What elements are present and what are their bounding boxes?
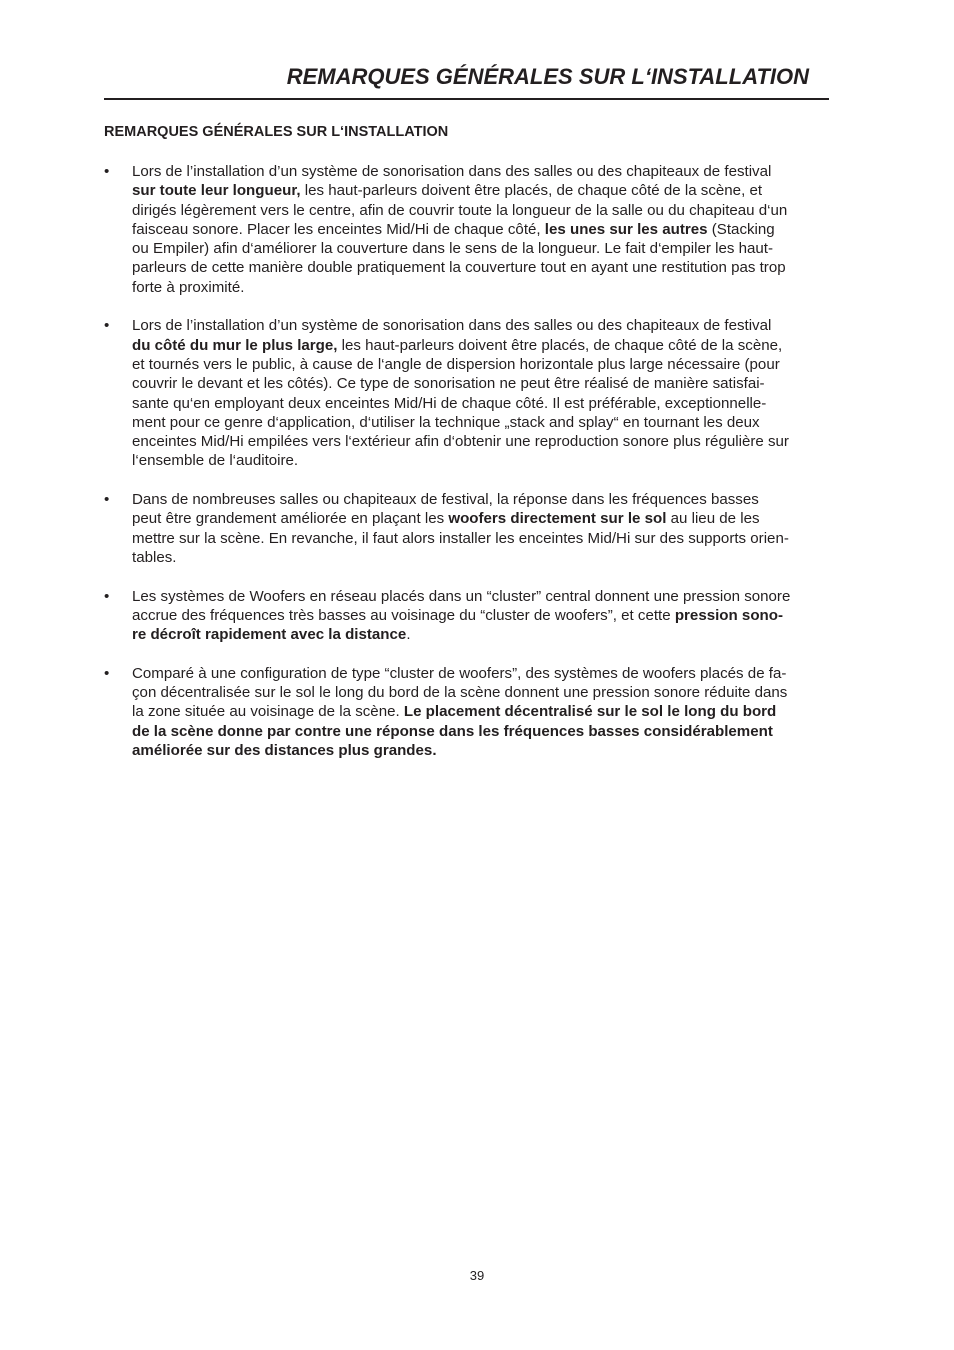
bullet-item xyxy=(104,490,832,567)
bullet-line xyxy=(132,336,832,355)
bullet-mark: • xyxy=(104,664,110,682)
page-header-title: REMARQUES GÉNÉRALES SUR L‘INSTALLATION xyxy=(286,64,809,89)
bullet-line xyxy=(132,201,832,220)
text-segment: Comparé à une configuration de type “cluster de woofers”, des systèmes de woofers placés de fa- xyxy=(132,664,787,682)
text-segment: sante qu‘en employant deux enceintes Mid/Hi de chaque côté. Il est préférable, exceptionnelle- xyxy=(132,394,767,412)
text-segment: ment pour ce genre d‘application, d‘utiliser la technique „stack and splay“ en tournant les deux xyxy=(132,413,760,431)
page-header xyxy=(104,62,829,100)
bullet-line xyxy=(132,413,832,432)
bullet-line xyxy=(132,278,832,297)
bullet-item xyxy=(104,162,832,297)
bullet-line xyxy=(132,316,832,335)
bold-text: woofers directement sur le sol xyxy=(448,510,667,528)
bullet-line xyxy=(132,220,832,239)
bold-text: améliorée sur des distances plus grandes. xyxy=(132,741,437,759)
bullet-line xyxy=(132,258,832,277)
bold-text: pression sono- xyxy=(674,606,784,624)
bullet-line xyxy=(132,529,832,548)
text-segment: les haut-parleurs doivent être placés, de chaque côté de la scène, xyxy=(337,336,783,354)
text-segment: parleurs de cette manière double pratiquement la couverture tout en ayant une restitution pas trop xyxy=(132,259,786,277)
text-segment: dirigés légèrement vers le centre, afin de couvrir toute la longueur de la salle ou du chapiteau d‘un xyxy=(132,201,788,219)
text-segment: forte à proximité. xyxy=(132,278,245,296)
bold-text: Le placement décentralisé sur le sol le long du bord xyxy=(403,703,777,721)
bold-text: du côté du mur le plus large, xyxy=(132,336,338,354)
bullet-line xyxy=(132,664,832,683)
bullet-mark: • xyxy=(104,163,110,180)
text-segment: les haut-parleurs doivent être placés, de chaque côté de la scène, et xyxy=(300,182,763,200)
bullet-mark: • xyxy=(104,587,110,605)
text-segment: peut être grandement améliorée en plaçant les xyxy=(132,510,449,528)
text-segment: ou Empiler) afin d‘améliorer la couverture dans le sens de la longueur. Le fait d‘empiler les haut- xyxy=(132,240,773,258)
bold-text: de la scène donne par contre une réponse dans les fréquences basses considérablement xyxy=(132,722,773,740)
text-segment: Les systèmes de Woofers en réseau placés dans un “cluster” central donnent une pression sonore xyxy=(132,587,791,605)
bullet-line xyxy=(132,548,832,567)
text-segment: çon décentralisée sur le sol le long du bord de la scène donnent une pression sonore réduite dans xyxy=(132,684,788,702)
text-segment: tables. xyxy=(132,548,177,566)
bullet-line xyxy=(132,741,832,760)
text-segment: Lors de l’installation d’un système de sonorisation dans des salles ou des chapiteaux de festival xyxy=(132,317,772,335)
bullet-item xyxy=(104,664,832,760)
bullet-mark: • xyxy=(104,317,110,335)
bullet-line xyxy=(132,162,832,181)
section-heading: REMARQUES GÉNÉRALES SUR L‘INSTALLATION xyxy=(104,124,449,140)
bullet-line xyxy=(132,239,832,258)
text-segment: mettre sur la scène. En revanche, il faut alors installer les enceintes Mid/Hi sur des supports orien- xyxy=(132,529,789,547)
text-segment: au lieu de les xyxy=(666,510,760,528)
text-segment: enceintes Mid/Hi empilées vers l‘extérieur afin d‘obtenir une reproduction sonore plus régulière sur xyxy=(132,433,789,451)
page-number: 39 xyxy=(469,1268,485,1283)
bullet-item xyxy=(104,587,832,645)
bold-text: sur toute leur longueur, xyxy=(132,182,301,200)
bullet-line xyxy=(132,394,832,413)
text-segment: l‘ensemble de l‘auditoire. xyxy=(132,452,299,470)
bullet-line xyxy=(132,702,832,721)
text-segment: . xyxy=(406,626,411,644)
bullet-line xyxy=(132,722,832,741)
bullet-line xyxy=(132,587,832,606)
text-segment: Lors de l’installation d’un système de sonorisation dans des salles ou des chapiteaux de festival xyxy=(132,163,772,180)
text-segment: faisceau sonore. Placer les enceintes Mid/Hi de chaque côté, xyxy=(132,220,545,238)
bullet-mark: • xyxy=(104,491,110,509)
bullet-line xyxy=(132,432,832,451)
bullet-line xyxy=(132,374,832,393)
bullet-list xyxy=(104,162,832,780)
text-segment: couvrir le devant et les côtés). Ce type de sonorisation ne peut être réalisé de manière satisfai- xyxy=(132,375,765,393)
text-segment: Dans de nombreuses salles ou chapiteaux de festival, la réponse dans les fréquences basses xyxy=(132,491,759,509)
text-segment: et tournés vers le public, à cause de l‘angle de dispersion horizontale plus large nécessaire (pour xyxy=(132,355,780,373)
bullet-line xyxy=(132,606,832,625)
bullet-line xyxy=(132,625,832,644)
bullet-line xyxy=(132,181,832,200)
text-segment: la zone située au voisinage de la scène. xyxy=(132,703,404,721)
bullet-line xyxy=(132,490,832,509)
text-segment: accrue des fréquences très basses au voisinage du “cluster de woofers”, et cette xyxy=(132,606,675,624)
bullet-line xyxy=(132,355,832,374)
bullet-line xyxy=(132,683,832,702)
bold-text: les unes sur les autres xyxy=(544,220,708,238)
bullet-line xyxy=(132,509,832,528)
bullet-item xyxy=(104,316,832,470)
bullet-line xyxy=(132,451,832,470)
text-segment: (Stacking xyxy=(707,220,775,238)
bold-text: re décroît rapidement avec la distance xyxy=(132,626,407,644)
